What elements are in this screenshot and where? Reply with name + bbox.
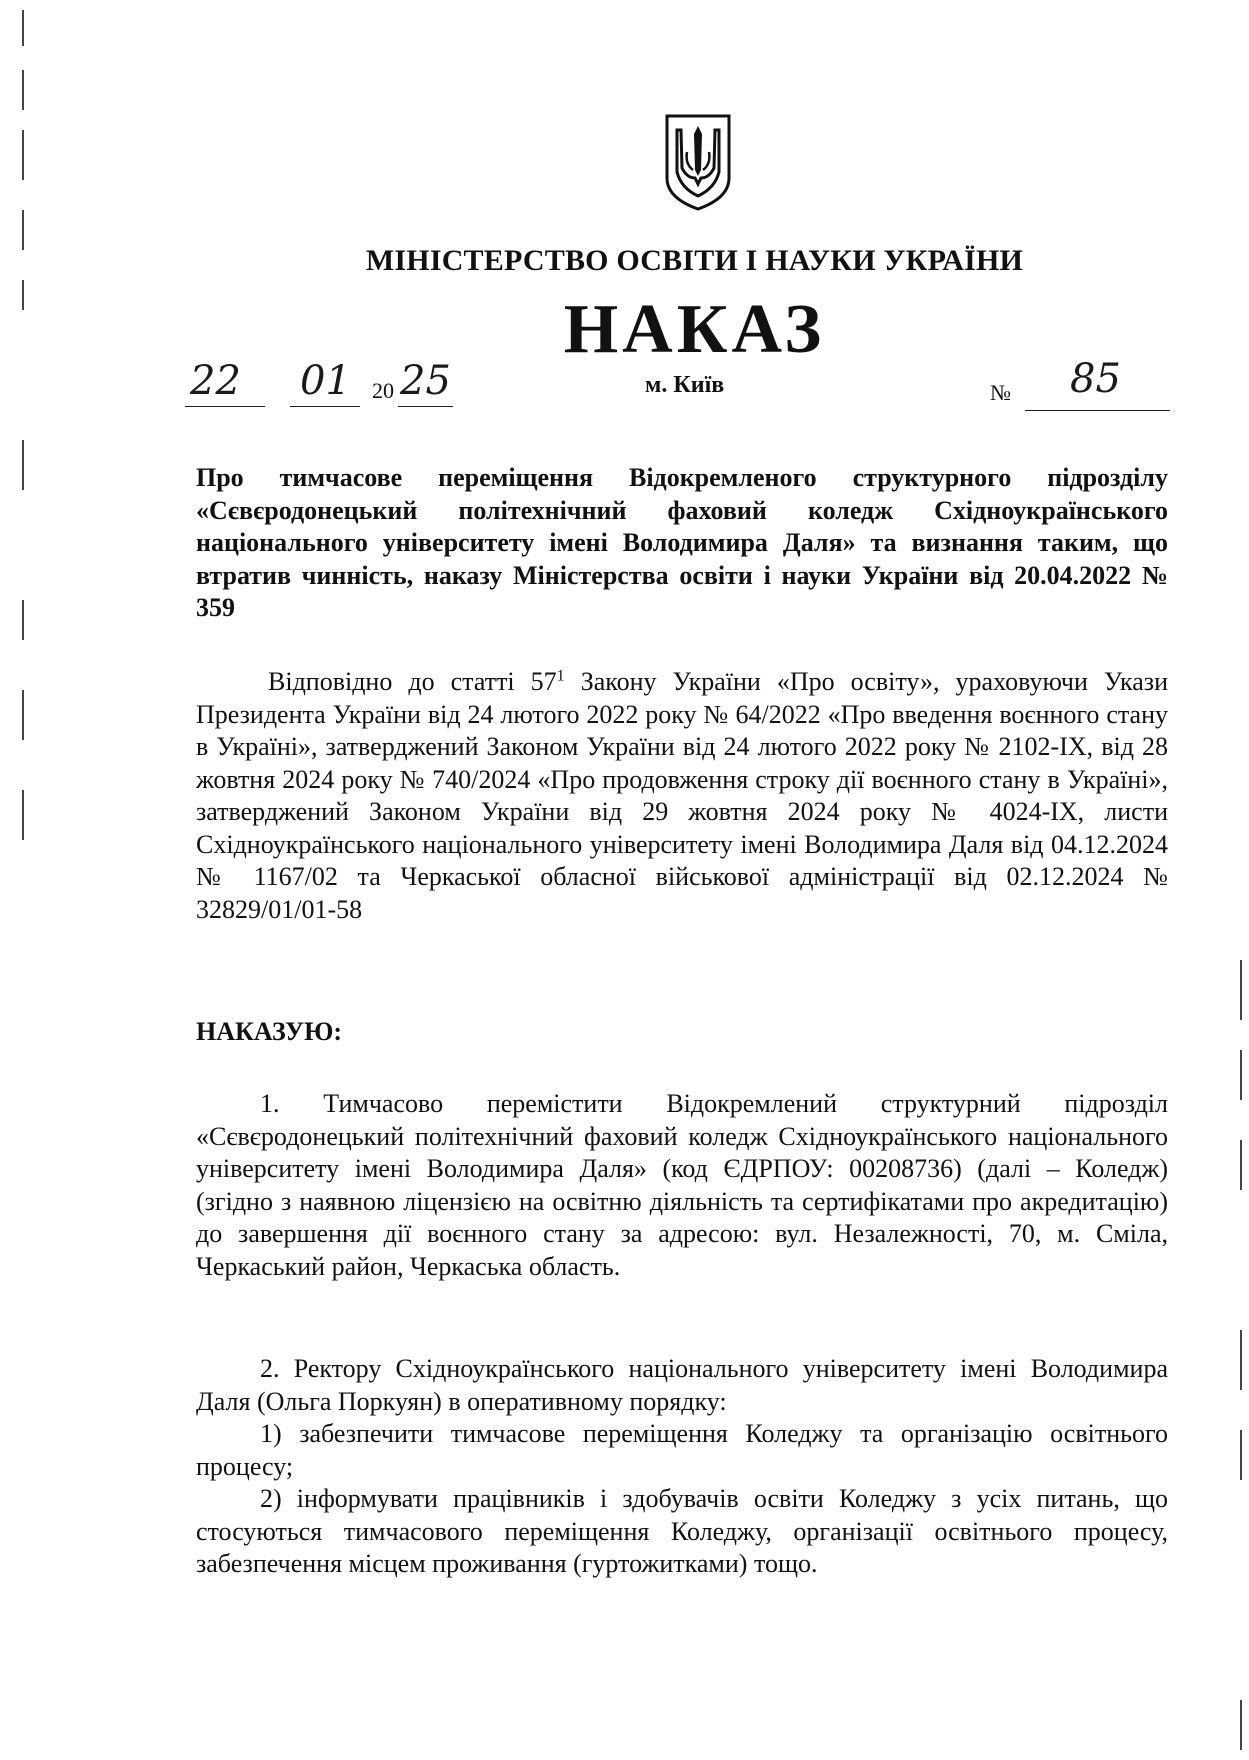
order-decree-word: НАКАЗУЮ: (196, 1017, 343, 1046)
article-superscript: 1 (556, 667, 565, 685)
order-item-1: 1. Тимчасово перемістити Відокремлений структурний підрозділ «Сєвєродонецький політехнічний фаховий коледж Східноукраїнського національного університету імені Володимира Даля» (код ЄДРПОУ: 00208736) (далі – Коледж) (згідно з наявною ліцензією на освітню діяльність та сертифікатами про акредитацію) до завершення дії воєнного стану за адресою: вул. Незалежності, 70, м. Сміла, Черкаський район, Черкаська область. (196, 1089, 1168, 1281)
order-item-2-subitem-1: 1) забезпечити тимчасове переміщення Коледжу та організацію освітнього процесу; (196, 1419, 1168, 1481)
scan-edge-mark (22, 690, 24, 740)
order-item-2 (196, 1353, 1168, 1581)
scan-edge-mark (1240, 1330, 1242, 1390)
order-number-line (1025, 410, 1170, 411)
coat-of-arms-icon (663, 112, 733, 212)
scan-edge-mark (22, 440, 24, 490)
scan-edge-mark (1240, 1430, 1242, 1480)
scan-edge-mark (1240, 1140, 1242, 1190)
order-number: 85 (1070, 356, 1121, 402)
date-month-line (290, 406, 360, 407)
legal-basis-text-start: Відповідно до статті 57 (268, 667, 557, 696)
scan-edge-mark (1240, 1050, 1242, 1100)
scan-edge-mark (22, 10, 24, 46)
date-year-line (398, 406, 453, 407)
date-day-line (185, 406, 265, 407)
date-number-row (190, 356, 1190, 418)
number-label: № (990, 380, 1011, 405)
date-year-prefix: 20 (372, 378, 394, 403)
order-item-2-intro: 2. Ректору Східноукраїнського національного університету імені Володимира Даля (Ольга Поркуян) в оперативному порядку: (196, 1354, 1168, 1416)
scan-edge-mark (22, 130, 24, 180)
date-day: 22 (190, 358, 241, 404)
scan-edge-mark (22, 790, 24, 840)
date-month: 01 (300, 358, 351, 404)
city-label: м. Київ (645, 372, 725, 398)
order-subject: Про тимчасове переміщення Відокремленого структурного підрозділу «Сєвєродонецький політехнічний фаховий коледж Східноукраїнського національного університету імені Володимира Даля» та визнання таким, що втратив чинність, наказу Міністерства освіти і науки України від 20.04.2022 № 359 (196, 463, 1168, 622)
scan-edge-mark (22, 70, 24, 110)
legal-basis-text-end: Закону України «Про освіту», ураховуючи Укази Президента України від 24 лютого 2022 року № 64/2022 «Про введення воєнного стану в Україні», затверджений Законом України від 24 лютого 2022 року № 2102-IX, від 28 жовтня 2024 року № 740/2024 «Про продовження строку дії воєнного стану в Україні», затверджений Законом України від 29 жовтня 2024 року № 4024-IX, листи Східноукраїнського національного університету імені Володимира Даля від 04.12.2024 № 1167/02 та Черкаської обласної військової адміністрації від 02.12.2024 № 32829/01/01-58 (196, 667, 1168, 924)
scan-edge-mark (1240, 960, 1242, 1020)
scan-edge-mark (1240, 1700, 1242, 1750)
order-item-2-subitem-2: 2) інформувати працівників і здобувачів освіти Коледжу з усіх питань, що стосуються тимчасового переміщення Коледжу, організації освітнього процесу, забезпечення місцем проживання (гуртожитками) тощо. (196, 1484, 1168, 1578)
document-type-title: НАКАЗ (563, 291, 826, 368)
scan-edge-mark (22, 600, 24, 640)
legal-basis-paragraph (196, 666, 1168, 926)
ministry-title: МІНІСТЕРСТВО ОСВІТИ І НАУКИ УКРАЇНИ (365, 244, 1024, 277)
date-year: 25 (400, 358, 451, 404)
